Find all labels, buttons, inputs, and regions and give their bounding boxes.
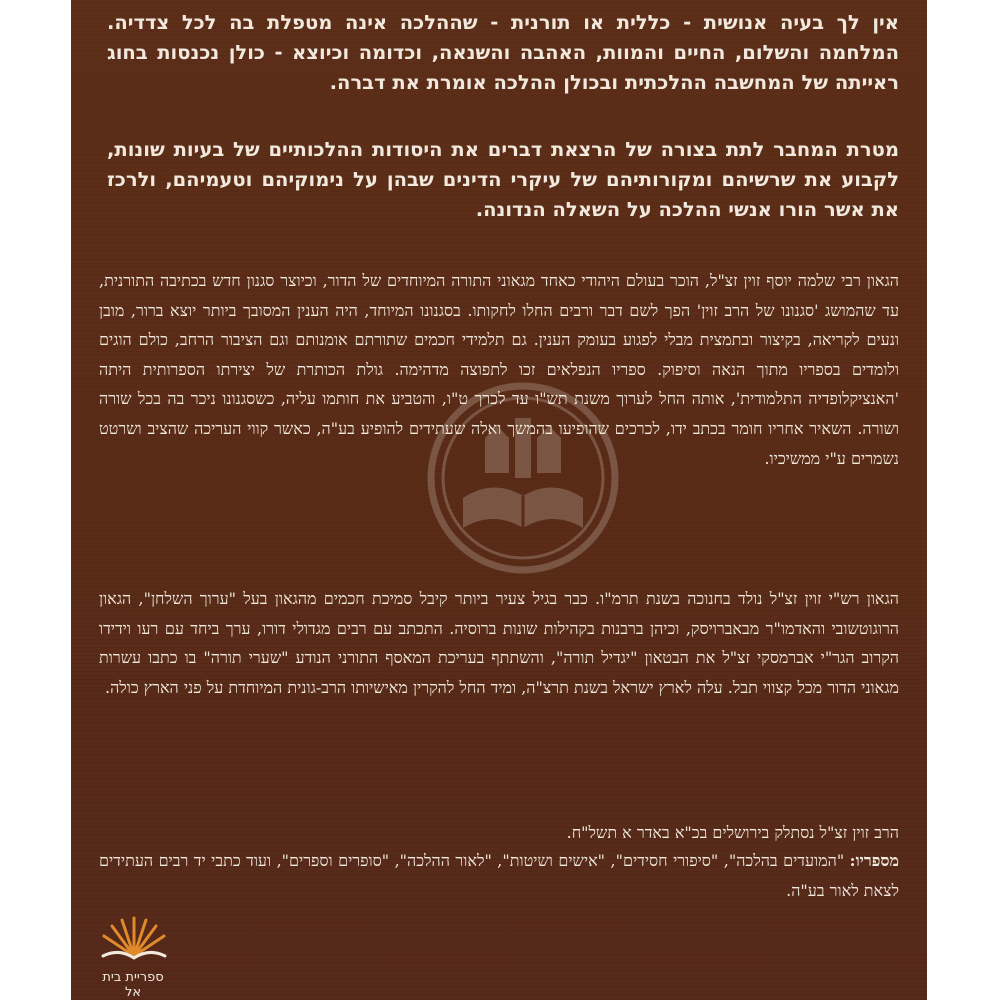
bio-paragraph-1: הגאון רבי שלמה יוסף זוין זצ"ל, הוכר בעולם היהודי כאחד מגאוני התורה המיוחדים של הדור, וכיוצר סגנון חדש בכתיבה התורנית, עד שהמושג 'סגנונו של הרב זוין' הפך לשם דבר ורבים החלו לחקותו. בסגנונו המיוחד, היה הענין המסובך ביותר יוצא ברור, מובן ונעים לקריאה, בקיצור ובתמצית מבלי לפגוע בעומק הענין. גם תלמידי חכמים שתורתם אומנותם וגם הציבור הרחב, כולם הוגים ולומדים בספריו מתוך הנאה וסיפוק. ספריו הנפלאים זכו לתפוצה מדהימה. גולת הכותרת של יצירתו הספרותית היתה 'האנציקלופדיה התלמודית', אותה החל לערוך משנת תש"ו עד לכרך ט"ו, והטביע את חותמו עליה, כשסגנונו ניכר בה בכל שורה ושורה. השאיר אחריו חומר בכתב ידו, לכרכים שהופיעו בהמשך ואלה שעתידים להופיע בע"ה, כאשר קווי העריכה שהציב ושרטט נשמרים ע"י ממשיכיו.: [99, 271, 900, 468]
back-cover: [71, 0, 927, 1000]
bio-paragraph-3: הרב זוין זצ"ל נסתלק בירושלים בכ"א באדר א תשל"ח.: [566, 823, 899, 842]
publisher-logo: [99, 912, 199, 1000]
books-list: "המועדים בהלכה", "סיפורי חסידים", "אישים ושיטות", "לאור ההלכה", "סופרים וספרים", ועוד כתבי יד רבים העתידים לצאת לאור בע"ה.: [99, 851, 899, 900]
publisher-name: ספריית בית אל: [102, 970, 164, 1000]
books-label: מספריו:: [849, 851, 899, 870]
bio-paragraph-2: הגאון רש"י זוין זצ"ל נולד בחנוכה בשנת תרמ"ו. כבר בגיל צעיר ביותר קיבל סמיכת חכמים מהגאון בעל "ערוך השלחן", הגאון הרוגוטשובי והאדמו"ר מבאברויסק, וכיהן ברבנות בקהילות שונות ברוסיה. התכתב עם רבים מגדולי דורו, ערך ביחד עם רעו וידידו הקרוב הגר"י אברמסקי זצ"ל את הבטאון "יגדיל תורה", והשתתף בעריכת המאסף התורני הנודע "שערי תורה" בו כתבו עשרות מגאוני הדור מכל קצווי תבל. עלה לארץ ישראל בשנת תרצ"ה, ומיד החל להקרין מאישיותו הרב-גונית המיוחדת על פני הארץ כולה.: [99, 589, 900, 697]
open-book-rays-logo-icon: [99, 912, 169, 968]
intro-paragraph-2: מטרת המחבר לתת בצורה של הרצאת דברים את היסודות ההלכותיים של בעיות שונות, לקבוע את שרשיהם ומקורותיהם של עיקרי הדינים שבהן על נימוקיהם וטעמיהם, ולרכז את אשר הורו אנשי ההלכה על השאלה הנדונה.: [107, 138, 899, 221]
books-paragraph: [99, 846, 899, 905]
intro-paragraph-1: אין לך בעיה אנושית - כללית או תורנית - שההלכה אינה מטפלת בה לכל צדדיה. המלחמה והשלום, החיים והמוות, האהבה והשנאה, וכדומה וכיוצא - כולן נכנסות בחוג ראייתה של המחשבה ההלכתית ובכולן ההלכה אומרת את דברה.: [107, 11, 899, 94]
